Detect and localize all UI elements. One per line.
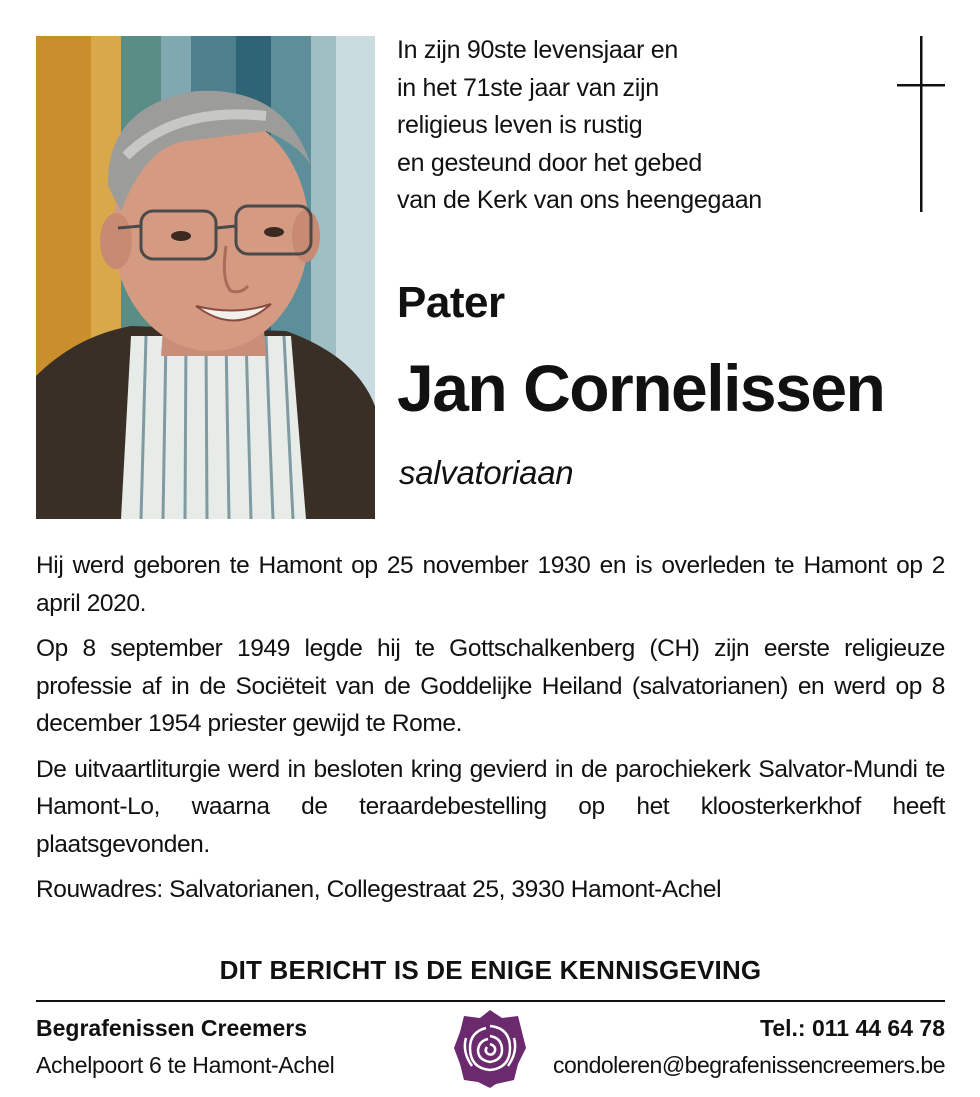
body-text — [36, 547, 945, 917]
intro-line: In zijn 90ste levensjaar en — [397, 36, 678, 64]
deceased-name: Jan Cornelissen — [397, 351, 885, 425]
religious-order: salvatoriaan — [399, 454, 574, 491]
religious-title: Pater — [397, 278, 505, 327]
undertaker-name: Begrafenissen Creemers — [36, 1015, 308, 1041]
phone-number: Tel.: 011 44 64 78 — [760, 1015, 945, 1041]
intro-line: religieus leven is rustig — [397, 111, 643, 139]
funeral-paragraph: De uitvaartliturgie werd in besloten kring gevierd in de parochiekerk Salvator-Mundi te Hamont-Lo, waarna de teraardebestelling op het kloosterkerkhof heeft plaatsgevonden. — [36, 755, 945, 858]
divider — [36, 1000, 945, 1002]
cross-icon — [897, 36, 945, 212]
intro-line: van de Kerk van ons heengegaan — [397, 186, 762, 214]
undertaker-address: Achelpoort 6 te Hamont-Achel — [36, 1052, 335, 1078]
intro-text — [397, 32, 867, 220]
portrait-photo — [36, 36, 375, 519]
mourning-address: Rouwadres: Salvatorianen, Collegestraat 25, 3930 Hamont-Achel — [36, 876, 722, 903]
profession-paragraph: Op 8 september 1949 legde hij te Gottschalkenberg (CH) zijn eerste religieuze professie af in de Sociëteit van de Goddelijke Heiland (salvatorianen) en werd op 8 december 1954 priester gewijd te Rome. — [36, 635, 945, 737]
intro-line: in het 71ste jaar van zijn — [397, 73, 659, 102]
rose-icon — [452, 1008, 528, 1088]
email-address: condoleren@begrafenissencreemers.be — [553, 1052, 945, 1078]
birth-death-paragraph: Hij werd geboren te Hamont op 25 november 1930 en is overleden te Hamont op 2 april 2020. — [36, 552, 945, 617]
notice-heading: DIT BERICHT IS DE ENIGE KENNISGEVING — [219, 955, 762, 985]
intro-line: en gesteund door het gebed — [397, 148, 702, 177]
